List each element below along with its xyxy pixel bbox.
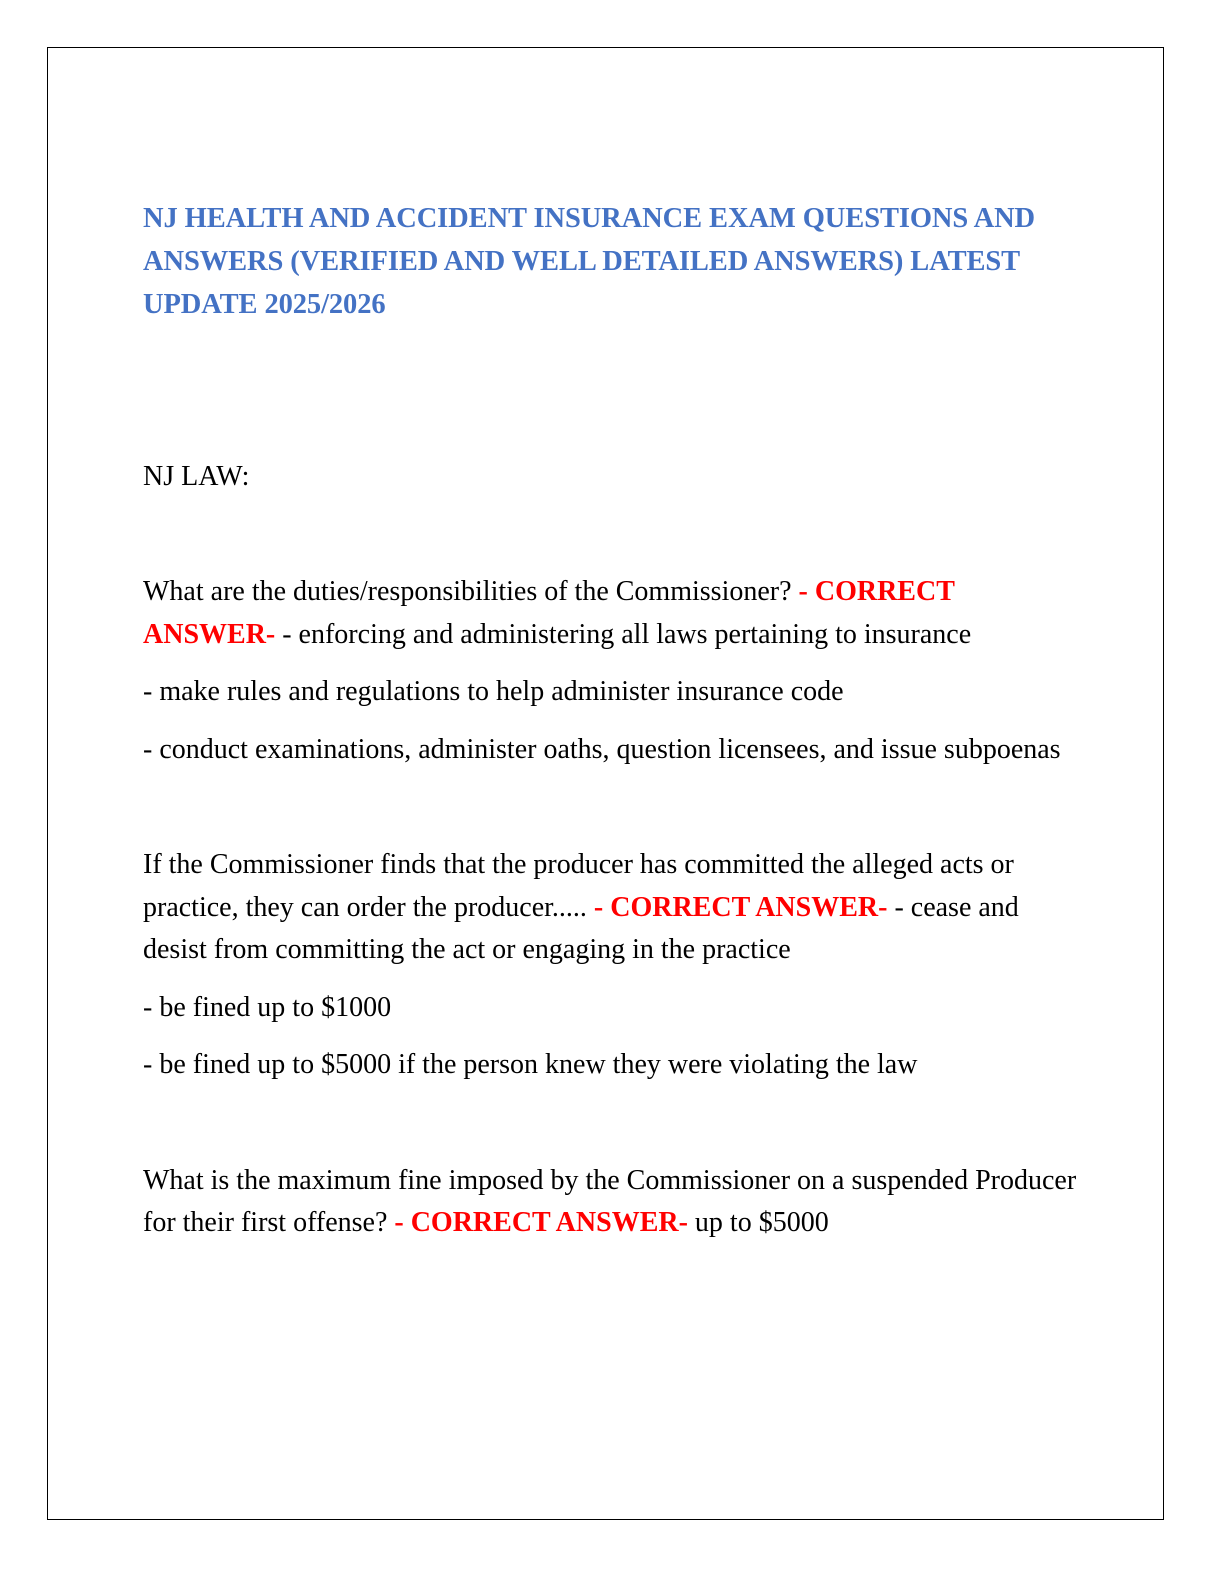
answer-text: up to $5000 bbox=[694, 1207, 829, 1238]
answer-text: - enforcing and administering all laws pertaining to insurance bbox=[282, 618, 972, 650]
qa-item bbox=[143, 571, 1078, 771]
answer-line: - conduct examinations, administer oaths, question licensees, and issue subpoenas bbox=[143, 733, 1061, 765]
answer-text: - cease and desist from committing the act or engaging in the practice bbox=[143, 891, 1019, 965]
correct-answer-marker: - CORRECT ANSWER- bbox=[143, 576, 955, 650]
qa-question-line bbox=[143, 844, 1078, 972]
question-text: If the Commissioner finds that the producer has committed the alleged acts or practice, they can order the producer..... bbox=[143, 849, 1014, 923]
document-title: NJ HEALTH AND ACCIDENT INSURANCE EXAM QUESTIONS AND ANSWERS (VERIFIED AND WELL DETAILED ANSWERS) LATEST UPDATE 2025/2026 bbox=[143, 203, 1036, 320]
correct-answer-marker: - CORRECT ANSWER- bbox=[394, 1207, 688, 1238]
qa-item bbox=[143, 844, 1078, 1087]
answer-line: - make rules and regulations to help administer insurance code bbox=[143, 676, 844, 707]
document-body bbox=[143, 197, 1078, 1245]
qa-question-line bbox=[143, 1160, 1078, 1245]
qa-item bbox=[143, 1160, 1078, 1245]
correct-answer-marker: - CORRECT ANSWER- bbox=[593, 891, 888, 923]
answer-line: - be fined up to $1000 bbox=[143, 991, 392, 1023]
answer-line: - be fined up to $5000 if the person knew they were violating the law bbox=[143, 1049, 918, 1080]
section-heading: NJ LAW: bbox=[143, 461, 250, 492]
qa-question-line bbox=[143, 571, 1078, 656]
question-text: What are the duties/responsibilities of the Commissioner? bbox=[143, 576, 792, 607]
question-text: What is the maximum fine imposed by the Commissioner on a suspended Producer for their first offense? bbox=[143, 1164, 1077, 1238]
